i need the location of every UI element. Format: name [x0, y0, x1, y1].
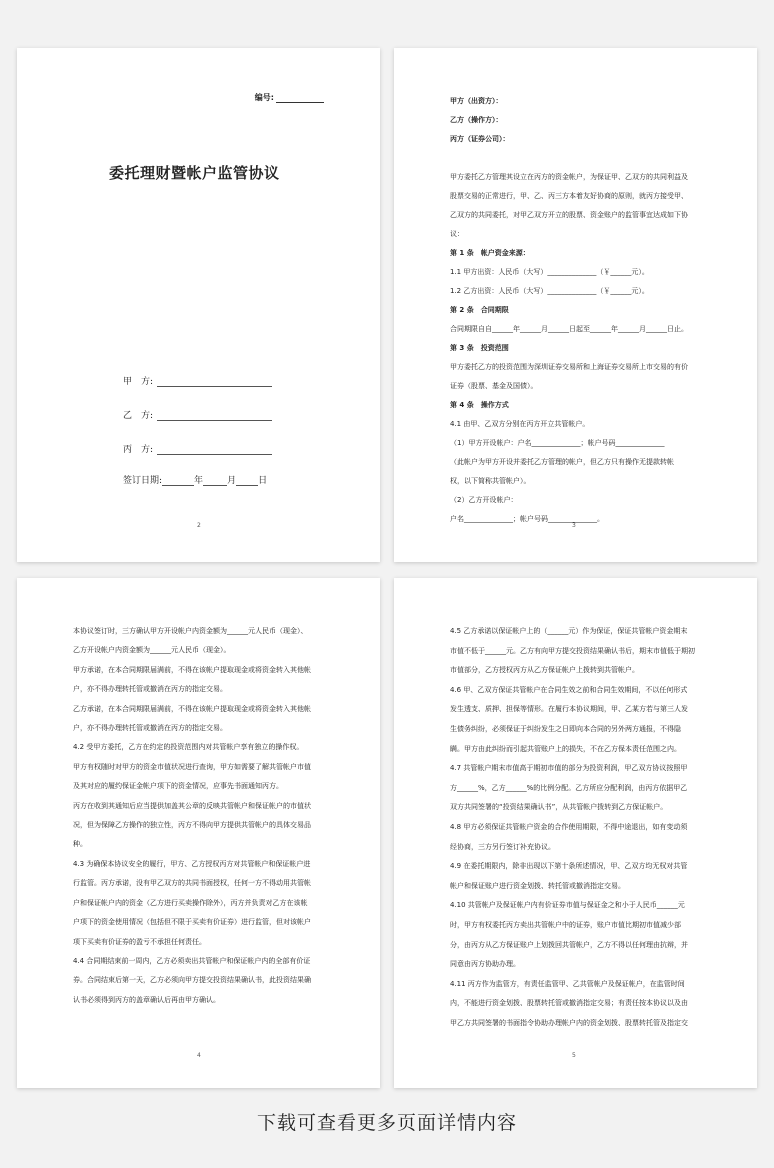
text-line: 乙方开设帐户内资金额为______元人民币（现金）。 [73, 646, 231, 655]
sign-date-label: 签订日期: [123, 476, 163, 486]
year-label: 年 [194, 476, 204, 486]
text-line: 4.8 甲方必须保证共管帐户资金的合作使用期限，不得中途退出，如有变动须 [450, 822, 688, 831]
party-b-label: 乙 方: [123, 411, 154, 421]
text-line: 4.6 甲、乙双方保证共管帐户在合同生效之前和合同生效期间，不以任何形式 [450, 685, 688, 694]
clause-heading: 第 2 条 合同期限 [450, 306, 509, 314]
party-c-blank [157, 444, 272, 455]
text-line: 市值不低于______元。乙方有向甲方提交投资结果确认书后，期末市值低于期初 [450, 646, 695, 655]
text-line: 甲方承诺，在本合同期限届满前，不得在该帐户提取现金或将资金转入其他帐 [73, 665, 311, 674]
text-line: 及其对应的履约保证金帐户项下的资金情况，应事先书面通知丙方。 [73, 782, 283, 791]
sign-date-row [123, 473, 267, 486]
party-a-blank [157, 376, 272, 387]
text-line: 况，但为保障乙方操作的独立性，丙方不得向甲方提供共管帐户的具体交易品 [73, 821, 311, 830]
party-b-row [123, 408, 272, 421]
text-line: 4.10 共管帐户及保证帐户内有价证券市值与保证金之和小于人民币______元 [450, 901, 685, 910]
text-line: 1.2 乙方出资：人民币（大写）______________（￥______元）。 [450, 287, 649, 295]
text-line: 同意由丙方协助办理。 [450, 960, 520, 969]
text-line: 甲方委托乙方的投资范围为深圳证券交易所和上海证券交易所上市交易的有价 [450, 363, 688, 371]
page-2-body [450, 92, 713, 529]
text-line: 乙方承诺，在本合同期限届满前，不得在该帐户提取现金或将资金转入其他帐 [73, 704, 311, 713]
month-blank [203, 475, 227, 486]
text-line: 认书必须得到丙方的盖章确认后再由甲方确认。 [73, 995, 220, 1004]
text-line: 帐户和保证账户进行资金划拨、转托管或撤消指定交易。 [450, 881, 625, 890]
page-4 [394, 578, 757, 1088]
page-2 [394, 48, 757, 562]
clause-heading: 第 3 条 投资范围 [450, 344, 509, 352]
party-a-row [123, 374, 272, 387]
text-line: 项下买卖有价证券的盈亏不承担任何责任。 [73, 937, 206, 946]
page-3-body [73, 622, 336, 1010]
clause-heading: 第 1 条 帐户资金来源： [450, 249, 530, 257]
text-line: 4.9 在委托期限内，除非出现以下第十条所述情况，甲、乙双方均无权对共管 [450, 862, 688, 871]
text-line: 合同期限自自______年______月______日起至______年______月______日止。 [450, 325, 688, 333]
text-line: 4.7 共管帐户期末市值高于期初市值的部分为投资利润，甲乙双方协议按照甲 [450, 764, 688, 773]
clause-heading: 乙方（操作方）： [450, 116, 503, 124]
day-label: 日 [258, 476, 268, 486]
text-line: 乙双方的共同委托，对甲乙双方开立的股票、资金账户的监管事宜达成如下协 [450, 211, 688, 219]
text-line: 户，亦不得办理转托管或撤消在丙方的指定交易。 [73, 724, 227, 733]
text-line: 4.1 由甲、乙双方分别在丙方开立共管帐户。 [450, 420, 590, 428]
text-line: 4.4 合同期结束前一周内，乙方必须卖出共管帐户和保证帐户内的全部有价证 [73, 956, 311, 965]
page-3 [17, 578, 380, 1088]
text-line: 议： [450, 230, 464, 238]
text-line: 1.1 甲方出资：人民币（大写）______________（￥______元）。 [450, 268, 649, 276]
text-line: 本协议签订时，三方确认甲方开设帐户内资金额为______元人民币（现金）、 [73, 627, 308, 635]
page-number: 5 [572, 1052, 576, 1059]
text-line: 时，甲方有权委托丙方卖出共管帐户中的证券，账户市值比期初市值减少部 [450, 920, 681, 929]
text-line: 生债务纠纷，必须保证于纠纷发生之日即向本合同的另外两方通报，不得隐 [450, 724, 681, 733]
text-line: （2）乙方开设帐户： [450, 496, 518, 504]
text-line: 户项下的资金使用情况（包括但不限于买卖有价证券）进行监管，但对该帐户 [73, 918, 311, 927]
text-line: 证券（股票、基金及国债）。 [450, 382, 538, 390]
clause-heading: 丙方（证券公司）： [450, 135, 510, 143]
text-line: 4.11 丙方作为监管方，有责任监管甲、乙共管帐户及保证帐户，在监管时间 [450, 979, 685, 988]
text-line: 经协商，三方另行签订补充协议。 [450, 842, 555, 851]
text-line: 丙方在收到其通知后应当提供加盖其公章的反映共管帐户和保证帐户的市值状 [73, 801, 311, 810]
serial-label: 编号: [254, 93, 274, 102]
page-number: 3 [572, 522, 576, 529]
page-4-body [450, 622, 713, 1033]
text-line: 4.5 乙方承诺以保证帐户上的（______元）作为保证，保证共管帐户资金期末 [450, 627, 688, 635]
download-more-banner[interactable]: 下载可查看更多页面详情内容 [256, 1112, 517, 1134]
text-line: 方______%，乙方______%的比例分配。乙方所应分配利润，由丙方依据甲乙 [450, 783, 688, 792]
text-line: 瞒。甲方由此纠纷而引起共管账户上的损失，不在乙方保本责任范围之内。 [450, 744, 681, 753]
clause-heading: 甲方（出资方）： [450, 97, 503, 105]
cover-page [17, 48, 380, 562]
party-b-blank [157, 410, 272, 421]
day-blank [236, 475, 258, 486]
text-line: 4.2 受甲方委托，乙方在约定的投资范围内对共管帐户享有独立的操作权。 [73, 743, 304, 752]
text-line: 券。合同结束后第一天，乙方必须向甲方提交投资结果确认书，此投资结果确 [73, 976, 311, 985]
text-line: 股票交易的正常进行，甲、乙、丙三方本着友好协商的原则，就丙方接受甲、 [450, 192, 688, 200]
text-line: 内，不能进行资金划拨、股票转托管或撤消指定交易；有责任按本协议以及由 [450, 999, 688, 1008]
clause-heading: 第 4 条 操作方式 [450, 401, 509, 409]
text-line: 户名______________；帐户号码______________。 [450, 515, 604, 523]
serial-blank [276, 93, 324, 103]
text-line: （1）甲方开设帐户：户名______________；帐户号码______________ [450, 439, 665, 447]
text-line: 发生透支、质押、担保等情形。在履行本协议期间，甲、乙某方若与第三人发 [450, 705, 688, 714]
month-label: 月 [227, 476, 237, 486]
text-line: 4.3 为确保本协议安全的履行，甲方、乙方授权丙方对共管帐户和保证帐户进 [73, 859, 311, 868]
year-blank [162, 475, 194, 486]
text-line: 甲方有权随时对甲方的资金市值状况进行查询，甲方如需要了解共管帐户市值 [73, 762, 311, 771]
text-line: 行监管。丙方承诺，没有甲乙双方的共同书面授权，任何一方不得动用共管帐 [73, 879, 311, 888]
page-number: 2 [197, 522, 201, 529]
document-title: 委托理财暨帐户监管协议 [109, 164, 280, 182]
text-line: 甲方委托乙方管理其设立在丙方的资金帐户，为保证甲、乙双方的共同利益及 [450, 173, 688, 181]
page-number: 4 [197, 1052, 201, 1059]
text-line: 户，亦不得办理转托管或撤消在丙方的指定交易。 [73, 685, 227, 694]
text-line: （此帐户为甲方开设并委托乙方管理的帐户，但乙方只有操作无提款转帐 [450, 458, 674, 466]
text-line [450, 149, 713, 168]
text-line: 种。 [73, 840, 87, 849]
text-line: 户和保证帐户内的资金（乙方进行买卖操作除外），丙方并负责对乙方在该帐 [73, 898, 308, 907]
party-c-label: 丙 方: [123, 445, 154, 455]
party-a-label: 甲 方: [123, 377, 154, 387]
text-line: 分，由丙方从乙方保证账户上划拨回共管帐户，乙方不得以任何理由抗辩，并 [450, 940, 688, 949]
party-c-row [123, 442, 272, 455]
text-line: 甲乙方共同签署的书面指令协助办理帐户内的资金划拨、股票转托管及指定交 [450, 1018, 688, 1027]
serial-number [255, 92, 324, 103]
text-line: 双方共同签署的“投资结果确认书”，从共管帐户拨转到乙方保证帐户。 [450, 803, 668, 812]
text-line: 权，以下简称共管帐户）。 [450, 477, 531, 485]
text-line: 市值部分，乙方授权丙方从乙方保证帐户上拨转到共管帐户。 [450, 666, 639, 675]
